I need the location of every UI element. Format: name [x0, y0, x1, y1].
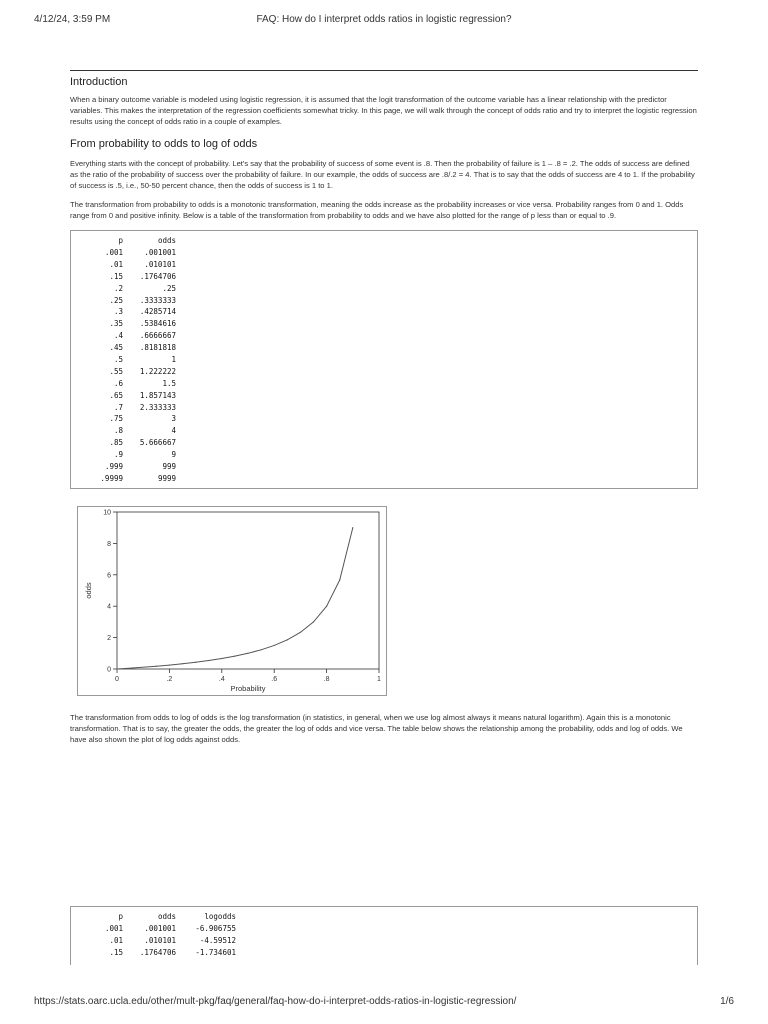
data-point — [234, 656, 235, 657]
page-number: 1/6 — [720, 996, 734, 1007]
table-row — [89, 923, 236, 935]
table-row — [89, 413, 176, 425]
table-row — [89, 282, 176, 294]
table-row — [89, 437, 176, 449]
print-date: 4/12/24, 3:59 PM — [34, 14, 111, 25]
data-point — [313, 621, 314, 622]
table-cell: .25 — [162, 283, 176, 293]
table-cell: .6666667 — [139, 331, 176, 341]
table-cell: .9999 — [100, 473, 123, 483]
odds-chart — [77, 506, 387, 701]
table-cell: .35 — [109, 319, 123, 329]
table-cell: 1.5 — [162, 378, 176, 388]
data-point — [287, 639, 288, 640]
table-cell: .8181818 — [139, 343, 176, 353]
table-row — [89, 258, 176, 270]
table-row — [89, 401, 176, 413]
article-content-table2 — [70, 906, 698, 965]
table-row — [89, 461, 176, 473]
table-cell: .7 — [113, 402, 123, 412]
x-tick-label: .4 — [218, 676, 225, 683]
y-tick-label: 6 — [107, 572, 111, 580]
data-point — [339, 579, 340, 580]
table-cell: 2.333333 — [139, 402, 176, 412]
article-content-lower — [70, 712, 698, 754]
y-tick-label: 4 — [107, 603, 111, 611]
table-cell: .5384616 — [139, 319, 176, 329]
x-tick-label: .2 — [166, 676, 173, 683]
y-axis-label: odds — [84, 582, 93, 599]
table-row — [89, 294, 176, 306]
table-row — [89, 270, 176, 282]
table-cell: .25 — [109, 295, 123, 305]
table-row — [89, 449, 176, 461]
data-point — [221, 658, 222, 659]
table-row — [89, 306, 176, 318]
table-cell: .55 — [109, 366, 123, 376]
table-row — [89, 389, 176, 401]
table-cell: .85 — [109, 438, 123, 448]
table-cell: .010101 — [144, 936, 176, 946]
table-cell: 1.222222 — [139, 366, 176, 376]
paragraph-probability: Everything starts with the concept of probability. Let's say that the probability of success of some event is .8. Then the probability of failure is 1 – .8 = .2. The odds of success are defined as the ratio of the probability of success over the probability of failure. In our example, the odds of success are .8/.2 = 4. That is to say that the odds of success are 4 to 1. If the probability of success is .5, i.e., 50-50 percent chance, then the odds of success is 1 to 1. — [70, 158, 695, 191]
data-point — [182, 663, 183, 664]
x-tick-label: 0 — [115, 676, 119, 683]
intro-paragraph: When a binary outcome variable is modeled using logistic regression, it is assumed that the logit transformation of the outcome variable has a linear relationship with the predictor variables. This makes the interpretation of the regression coefficients somewhat tricky. In this page, we will walk through the concept of odds ratio and try to interpret the logistic regression results using the concept of odds ratio in a couple of examples. — [70, 95, 697, 127]
data-point — [117, 668, 118, 669]
table-cell: 1 — [171, 354, 176, 364]
table-cell: 1.857143 — [139, 390, 176, 400]
table-cell: .9 — [113, 450, 123, 460]
odds-table-body — [89, 247, 176, 485]
table-cell: .001 — [104, 247, 123, 257]
y-tick-label: 10 — [103, 509, 111, 517]
table-cell: .2 — [113, 283, 123, 293]
table-cell: 3 — [171, 414, 176, 424]
table-cell: 5.666667 — [139, 438, 176, 448]
table-cell: -1.734601 — [195, 948, 236, 958]
data-point — [195, 662, 196, 663]
data-point — [169, 664, 170, 665]
table-cell: .1764706 — [139, 271, 176, 281]
table-cell: .1764706 — [139, 948, 176, 958]
table-cell: .001001 — [144, 924, 176, 934]
paragraph-transformation: The transformation from probability to odds is a monotonic transformation, meaning the odds increase as the probability increases or vice versa. Probability ranges from 0 and 1. Odds range from 0 and positive infinity. Below is a table of the transformation from probability to odds and we have also plotted for the range of p less than or equal to .9. — [70, 200, 684, 221]
logodds-table-body — [89, 923, 236, 959]
data-point — [274, 645, 275, 646]
table-cell: .010101 — [144, 259, 176, 269]
table-cell: .15 — [109, 271, 123, 281]
table-cell: 999 — [162, 461, 176, 471]
table-cell: .6 — [113, 378, 123, 388]
table-cell: .01 — [109, 936, 123, 946]
column-header-odds: odds — [157, 912, 176, 922]
data-point — [247, 653, 248, 654]
table-row — [89, 425, 176, 437]
table-row — [89, 330, 176, 342]
table-row — [89, 354, 176, 366]
table-cell: .5 — [113, 354, 123, 364]
print-title: FAQ: How do I interpret odds ratios in logistic regression? — [256, 14, 512, 25]
y-tick-label: 8 — [107, 540, 111, 548]
table-cell: 9999 — [157, 473, 176, 483]
table-cell: .001001 — [144, 247, 176, 257]
table-cell: .65 — [109, 390, 123, 400]
table-cell: .15 — [109, 948, 123, 958]
odds-table-box — [70, 230, 698, 490]
x-tick-label: .6 — [271, 676, 278, 683]
table-cell: .001 — [104, 924, 123, 934]
table-header-row — [89, 911, 236, 923]
table-cell: 9 — [171, 450, 176, 460]
table-row — [89, 947, 236, 959]
column-header-p: p — [118, 236, 123, 246]
column-header-logodds: logodds — [204, 912, 236, 922]
x-tick-label: 1 — [377, 676, 381, 683]
table-cell: -4.59512 — [199, 936, 236, 946]
odds-table — [89, 235, 176, 485]
column-header-p: p — [118, 912, 123, 922]
logodds-table — [89, 911, 236, 959]
x-tick-label: .8 — [323, 676, 330, 683]
table-header-row — [89, 235, 176, 247]
logodds-table-box — [70, 906, 698, 965]
data-point — [119, 668, 120, 669]
x-axis-label: Probability — [230, 684, 266, 693]
column-header-odds: odds — [157, 236, 176, 246]
table-row — [89, 472, 176, 484]
table-cell: .4285714 — [139, 307, 176, 317]
plot-area — [117, 512, 379, 669]
top-rule — [70, 70, 698, 71]
table-cell: .01 — [109, 259, 123, 269]
table-cell: .999 — [104, 461, 123, 471]
table-cell: .3 — [113, 307, 123, 317]
table-cell: .45 — [109, 343, 123, 353]
article-content — [70, 76, 698, 489]
table-cell: .75 — [109, 414, 123, 424]
table-row — [89, 935, 236, 947]
section-heading-prob-odds: From probability to odds to log of odds — [70, 137, 258, 150]
table-row — [89, 377, 176, 389]
table-row — [89, 365, 176, 377]
table-row — [89, 342, 176, 354]
data-point — [261, 649, 262, 650]
table-row — [89, 318, 176, 330]
table-cell: .8 — [113, 426, 123, 436]
data-point — [300, 632, 301, 633]
data-point — [208, 660, 209, 661]
paragraph-log-odds: The transformation from odds to log of odds is the log transformation (in statistics, in general, when we use log almost always it means natural logarithm). Again this is a monotonic transformation. That is to say, the greater the odds, the greater the log of odds and vice versa. The table below shows the relationship among the probability, odds and log of odds. We have also shown the plot of log odds against odds. — [70, 713, 683, 745]
data-point — [326, 606, 327, 607]
table-cell: -6.906755 — [195, 924, 236, 934]
table-cell: 4 — [171, 426, 176, 436]
y-tick-label: 0 — [107, 666, 111, 674]
table-row — [89, 247, 176, 259]
odds-chart-svg — [77, 506, 387, 696]
y-tick-label: 2 — [107, 635, 111, 643]
print-url: https://stats.oarc.ucla.edu/other/mult-pkg/faq/general/faq-how-do-i-interpret-odds-ratios-in-logistic-regression/ — [34, 996, 517, 1007]
table-cell: .4 — [113, 331, 123, 341]
data-point — [156, 666, 157, 667]
table-cell: .3333333 — [139, 295, 176, 305]
intro-heading: Introduction — [70, 76, 128, 88]
data-point — [352, 527, 353, 528]
